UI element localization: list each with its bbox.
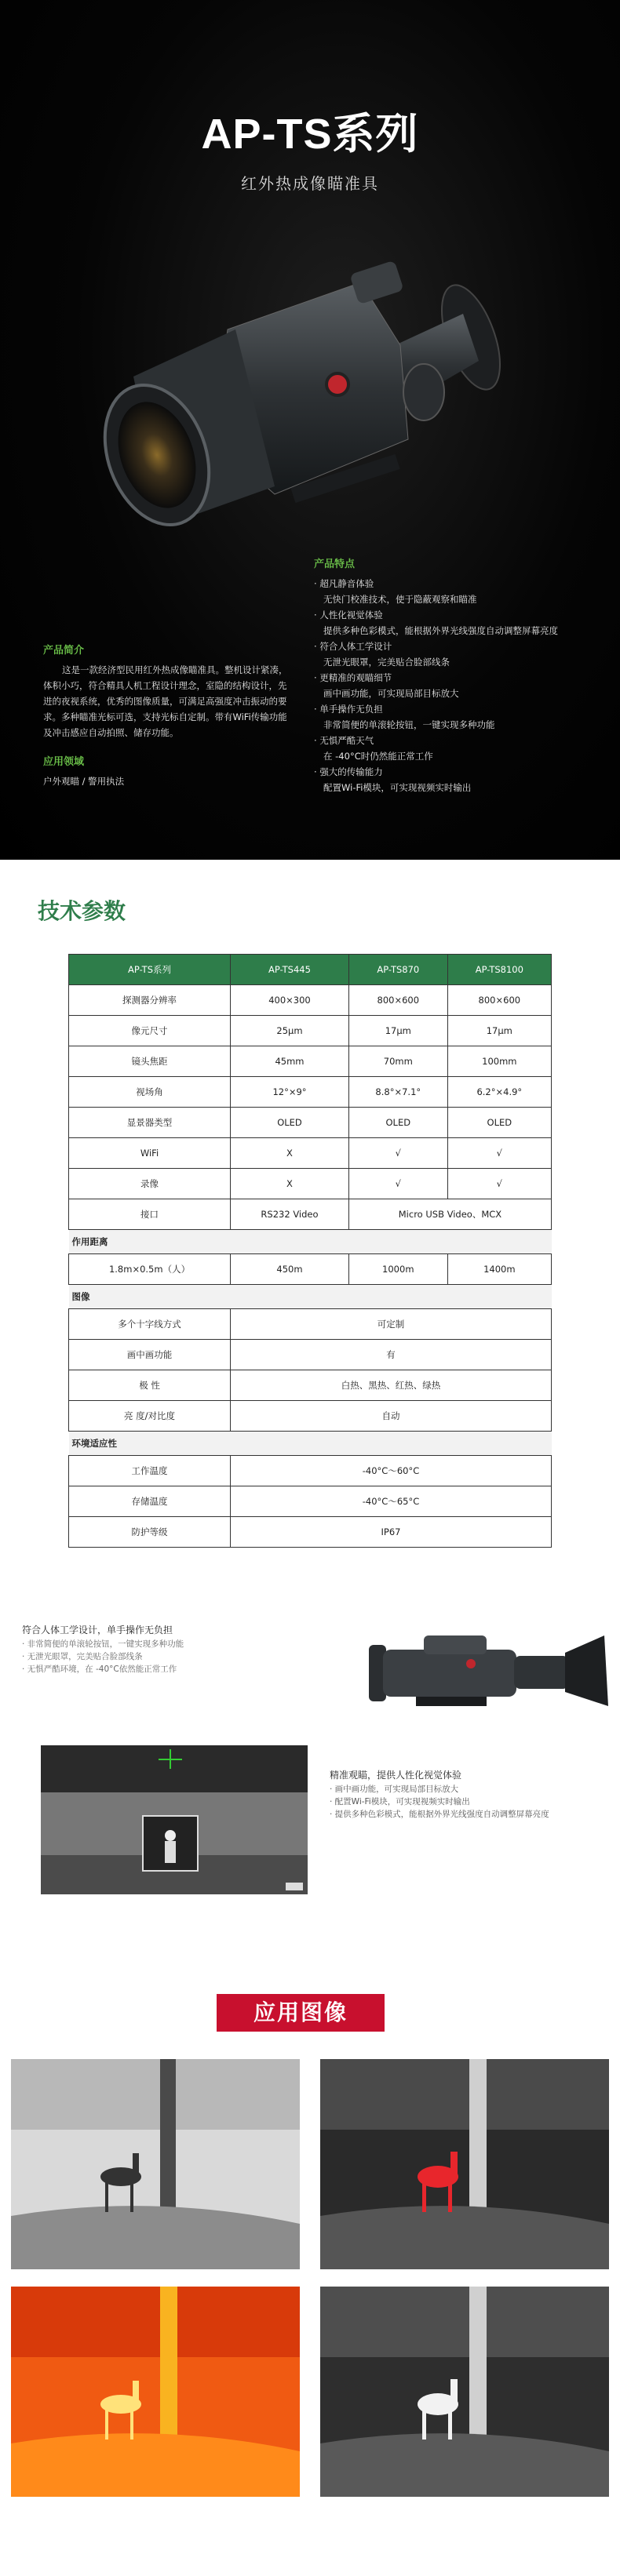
spec-cell: 画中画功能 (69, 1340, 231, 1370)
spec-cell: 70mm (348, 1046, 447, 1077)
feature-title: · 无惧严酷天气 (314, 733, 612, 748)
spec-cell: 12°×9° (231, 1077, 349, 1108)
spec-cell: 1400m (447, 1254, 551, 1285)
features-heading: 产品特点 (314, 558, 356, 570)
spec-cell: 可定制 (231, 1309, 552, 1340)
spec-cell: 1000m (348, 1254, 447, 1285)
spec-cell: 探测器分辨率 (69, 985, 231, 1016)
spec-cell: 1.8m×0.5m（人） (69, 1254, 231, 1285)
spec-cell: 有 (231, 1340, 552, 1370)
intro-heading: 产品简介 (43, 645, 85, 657)
spec-cell: √ (348, 1138, 447, 1169)
spec-cell: RS232 Video (231, 1199, 349, 1230)
feature-title: · 更精准的观瞄细节 (314, 670, 612, 686)
spec-cell: -40°C～60°C (231, 1456, 552, 1486)
page-title: AP-TS系列 (201, 111, 419, 158)
night-vision-line: · 画中画功能，可实现局部目标放大 (330, 1785, 459, 1794)
scope-side-image (369, 1612, 612, 1722)
spec-cell: 存储温度 (69, 1486, 231, 1517)
spec-cell: 录像 (69, 1169, 231, 1199)
thermal-image-iron-palette (11, 2287, 300, 2497)
feature-title: · 人性化视觉体验 (314, 607, 612, 623)
spec-cell: OLED (348, 1108, 447, 1138)
intro-text: 这是一款经济型民用红外热成像瞄准具。整机设计紧凑，体积小巧，符合精具人机工程设计理念，室隐的结构设计，先进的夜视系统，优秀的图像质量，可满足高强度冲击振动的要求。多种瞄准光标可选，支持光标自定制。带有WiFi传输功能及冲击感应自动拍照、储存功能。 (43, 664, 288, 738)
spec-cell: 450m (231, 1254, 349, 1285)
application-heading: 应用领域 (43, 756, 85, 768)
spec-cell: 25μm (231, 1016, 349, 1046)
feature-desc: 无快门校准技术，使于隐蔽观察和瞄准 (323, 594, 477, 605)
spec-cell: -40°C～65°C (231, 1486, 552, 1517)
feature-title: · 符合人体工学设计 (314, 639, 612, 654)
feature-desc: 配置Wi-Fi模块，可实现视频实时输出 (323, 782, 472, 793)
spec-group-environment (69, 1432, 552, 1456)
spec-header-cell: AP-TS系列 (69, 955, 231, 985)
night-vision-title: 精准观瞄，提供人性化视觉体验 (330, 1770, 462, 1781)
spec-cell: 17μm (447, 1016, 551, 1046)
spec-header-cell: AP-TS8100 (447, 955, 551, 985)
intro-block (43, 643, 294, 789)
spec-cell: √ (447, 1138, 551, 1169)
spec-cell: 工作温度 (69, 1456, 231, 1486)
spec-row (69, 1016, 552, 1046)
spec-header-cell: AP-TS870 (348, 955, 447, 985)
spec-row (69, 1169, 552, 1199)
spec-cell: 显景器类型 (69, 1108, 231, 1138)
spec-cell: 接口 (69, 1199, 231, 1230)
spec-row-image (69, 1340, 552, 1370)
spec-row (69, 1108, 552, 1138)
feature-title: · 单手操作无负担 (314, 701, 612, 717)
page-subtitle: 红外热成像瞄准具 (241, 174, 379, 193)
spec-group-label: 作用距离 (69, 1230, 552, 1254)
application-text: 户外观瞄 / 警用执法 (43, 776, 125, 787)
ergonomics-title: 符合人体工学设计，单手操作无负担 (22, 1625, 173, 1635)
thermal-image-white-hot (11, 2059, 300, 2269)
spec-row-image (69, 1370, 552, 1401)
spec-table (68, 954, 552, 1548)
spec-row (69, 1077, 552, 1108)
spec-cell: 多个十字线方式 (69, 1309, 231, 1340)
spec-row-environment (69, 1486, 552, 1517)
spec-table-wrap (68, 954, 552, 1548)
spec-group-image (69, 1285, 552, 1309)
spec-cell: 45mm (231, 1046, 349, 1077)
spec-cell: IP67 (231, 1517, 552, 1548)
spec-cell: 白热、黑热、红热、绿热 (231, 1370, 552, 1401)
spec-cell: 17μm (348, 1016, 447, 1046)
spec-row-environment (69, 1456, 552, 1486)
spec-cell: 8.8°×7.1° (348, 1077, 447, 1108)
application-banner: 应用图像 (217, 1994, 385, 2032)
spec-cell: 400×300 (231, 985, 349, 1016)
spec-row (69, 985, 552, 1016)
features-block (314, 557, 612, 795)
thermal-image-red-highlight (320, 2059, 609, 2269)
feature-title: · 强大的传输能力 (314, 764, 612, 780)
spec-cell: 亮 度/对比度 (69, 1401, 231, 1432)
spec-row (69, 1138, 552, 1169)
spec-cell: 极 性 (69, 1370, 231, 1401)
night-vision-line: · 配置Wi-Fi模块，可实现视频实时输出 (330, 1797, 470, 1806)
spec-row-environment (69, 1517, 552, 1548)
spec-cell: 800×600 (447, 985, 551, 1016)
specs-title: 技术参数 (38, 898, 126, 924)
spec-cell: X (231, 1169, 349, 1199)
spec-group-label: 环境适应性 (69, 1432, 552, 1456)
night-vision-block (330, 1769, 596, 1821)
spec-cell: OLED (231, 1108, 349, 1138)
feature-desc: 提供多种色彩模式，能根据外界光线强度自动调整屏幕亮度 (323, 625, 558, 636)
spec-row-image (69, 1401, 552, 1432)
spec-cell: 防护等级 (69, 1517, 231, 1548)
spec-cell: X (231, 1138, 349, 1169)
spec-cell: √ (447, 1169, 551, 1199)
hero-section (0, 0, 620, 860)
feature-desc: 无泄光眼罩，完美贴合脸部线条 (323, 657, 450, 668)
spec-cell: √ (348, 1169, 447, 1199)
feature-desc: 在 -40°C时仍然能正常工作 (323, 751, 433, 762)
spec-row-range (69, 1254, 552, 1285)
spec-header-row (69, 955, 552, 985)
spec-row (69, 1046, 552, 1077)
night-vision-image (41, 1745, 308, 1894)
feature-desc: 非常简便的单滚轮按钮，一键实现多种功能 (323, 719, 495, 730)
spec-row-interface (69, 1199, 552, 1230)
spec-cell: 800×600 (348, 985, 447, 1016)
feature-title: · 超凡静音体验 (314, 576, 612, 591)
spec-cell: 自动 (231, 1401, 552, 1432)
thermal-scope-image (102, 235, 542, 565)
feature-desc: 画中画功能，可实现局部目标放大 (323, 688, 459, 699)
spec-cell: Micro USB Video、MCX (348, 1199, 551, 1230)
ergonomics-line: · 无惧严酷环境，在 -40°C依然能正常工作 (22, 1665, 177, 1674)
ergonomics-line: · 无泄光眼罩，完美贴合脸部线条 (22, 1652, 143, 1661)
spec-cell: OLED (447, 1108, 551, 1138)
spec-group-range (69, 1230, 552, 1254)
ergonomics-line: · 非常简便的单滚轮按钮，一键实现多种功能 (22, 1639, 184, 1649)
spec-cell: WiFi (69, 1138, 231, 1169)
spec-cell: 6.2°×4.9° (447, 1077, 551, 1108)
spec-group-label: 图像 (69, 1285, 552, 1309)
spec-cell: 100mm (447, 1046, 551, 1077)
spec-row-image (69, 1309, 552, 1340)
night-vision-line: · 提供多种色彩模式，能根据外界光线强度自动调整屏幕亮度 (330, 1810, 549, 1819)
spec-cell: 视场角 (69, 1077, 231, 1108)
spec-cell: 像元尺寸 (69, 1016, 231, 1046)
ergonomics-block (22, 1624, 281, 1675)
spec-cell: 镜头焦距 (69, 1046, 231, 1077)
spec-header-cell: AP-TS445 (231, 955, 349, 985)
thermal-image-black-hot (320, 2287, 609, 2497)
